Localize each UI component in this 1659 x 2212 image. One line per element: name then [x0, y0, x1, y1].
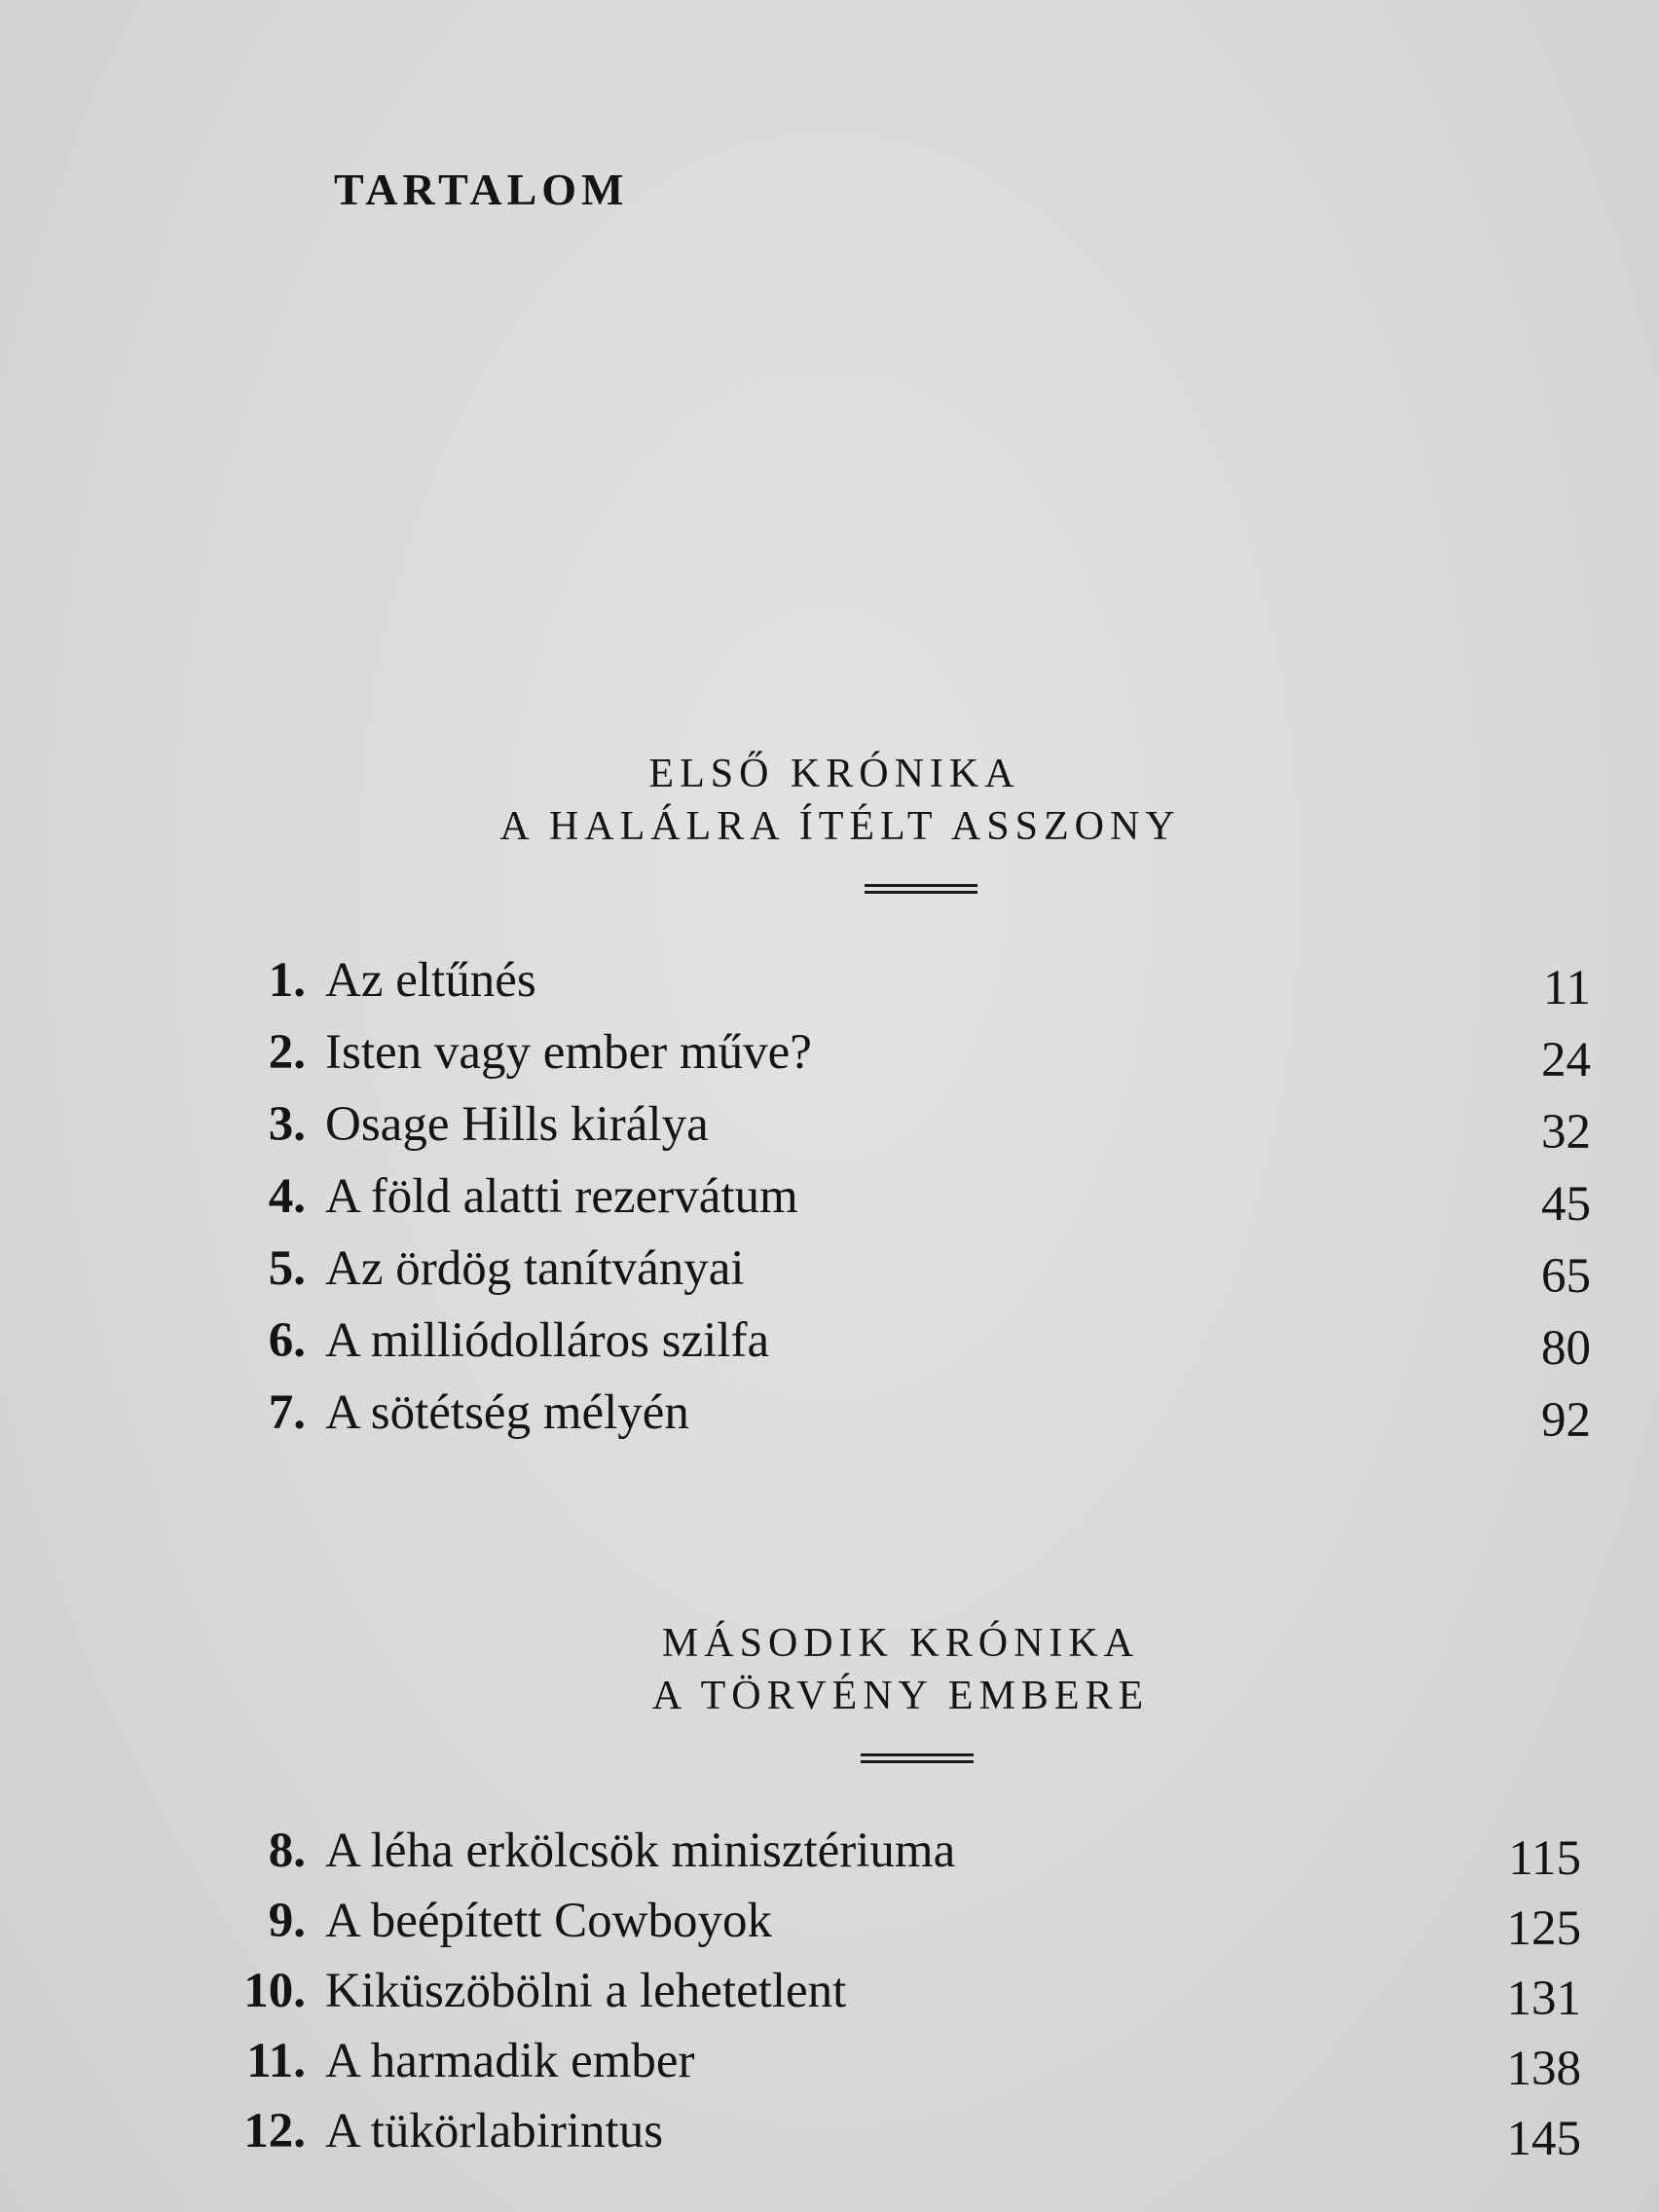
section-1-title: A HALÁLRA ÍTÉLT ASSZONY: [499, 804, 1181, 849]
toc-entry-page: 24: [1541, 1033, 1591, 1088]
toc-entry: [0, 1096, 1659, 1168]
toc-entry: [0, 1168, 1659, 1240]
toc-entry-number: 4.: [268, 1169, 306, 1224]
toc-entry: [0, 952, 1659, 1024]
toc-entry-title: A milliódolláros szilfa: [325, 1313, 770, 1368]
toc-entry-page: 92: [1541, 1393, 1591, 1448]
toc-entry-number: 5.: [268, 1241, 306, 1296]
section-1-divider: [865, 884, 977, 894]
toc-entry-number: 10.: [243, 1964, 306, 2018]
section-heading-1: [0, 748, 1659, 894]
toc-entry-number: 8.: [268, 1824, 306, 1878]
toc-entry-title: Az eltűnés: [325, 953, 536, 1008]
toc-entry-title: Kiküszöbölni a lehetetlent: [325, 1964, 847, 2018]
toc-entry-title: A föld alatti rezervátum: [325, 1169, 798, 1224]
toc-entry-page: 131: [1506, 1972, 1581, 2026]
toc-entry-page: 138: [1506, 2042, 1581, 2096]
toc-entry-title: Isten vagy ember műve?: [325, 1025, 812, 1080]
toc-entry-page: 115: [1508, 1831, 1581, 1886]
toc-entry-page: 80: [1541, 1321, 1591, 1376]
toc-entry-number: 6.: [268, 1313, 306, 1368]
toc-entry-title: A tükörlabirintus: [325, 2104, 664, 2158]
toc-entry: [0, 1893, 1659, 1965]
toc-entry-number: 7.: [268, 1385, 306, 1440]
toc-entry-title: A beépített Cowboyok: [325, 1894, 772, 1948]
toc-entry-title: Az ördög tanítványai: [325, 1241, 745, 1296]
toc-entry-page: 45: [1541, 1177, 1591, 1232]
toc-entry-number: 9.: [268, 1894, 306, 1948]
toc-entry: [0, 1240, 1659, 1312]
toc-entry-number: 11.: [246, 2034, 306, 2088]
page-title: TARTALOM: [334, 165, 629, 214]
section-1-label: ELSŐ KRÓNIKA: [648, 752, 1020, 796]
toc-entry: [0, 1963, 1659, 2035]
toc-entry-page: 125: [1506, 1901, 1581, 1956]
toc-entry: [0, 1024, 1659, 1096]
toc-entry: [0, 2033, 1659, 2105]
section-heading-2: [0, 1617, 1659, 1763]
toc-entry: [0, 1384, 1659, 1456]
toc-entry-page: 65: [1541, 1249, 1591, 1304]
toc-entry-number: 12.: [243, 2104, 306, 2158]
toc-entry: [0, 1823, 1659, 1895]
toc-entry-title: A sötétség mélyén: [325, 1385, 689, 1440]
toc-entry-title: Osage Hills királya: [325, 1097, 709, 1152]
toc-entry-page: 11: [1542, 961, 1591, 1015]
toc-entry-number: 1.: [268, 953, 306, 1008]
toc-entry: [0, 2103, 1659, 2175]
toc-entry-number: 2.: [268, 1025, 306, 1080]
toc-entry-number: 3.: [268, 1097, 306, 1152]
toc-entry-title: A léha erkölcsök minisztériuma: [325, 1824, 956, 1878]
toc-entry: [0, 1312, 1659, 1384]
toc-entry-page: 145: [1506, 2112, 1581, 2166]
section-2-title: A TÖRVÉNY EMBERE: [651, 1674, 1150, 1718]
section-2-divider: [861, 1753, 974, 1763]
section-2-label: MÁSODIK KRÓNIKA: [661, 1621, 1140, 1666]
toc-entry-title: A harmadik ember: [325, 2034, 695, 2088]
toc-entry-page: 32: [1541, 1105, 1591, 1160]
